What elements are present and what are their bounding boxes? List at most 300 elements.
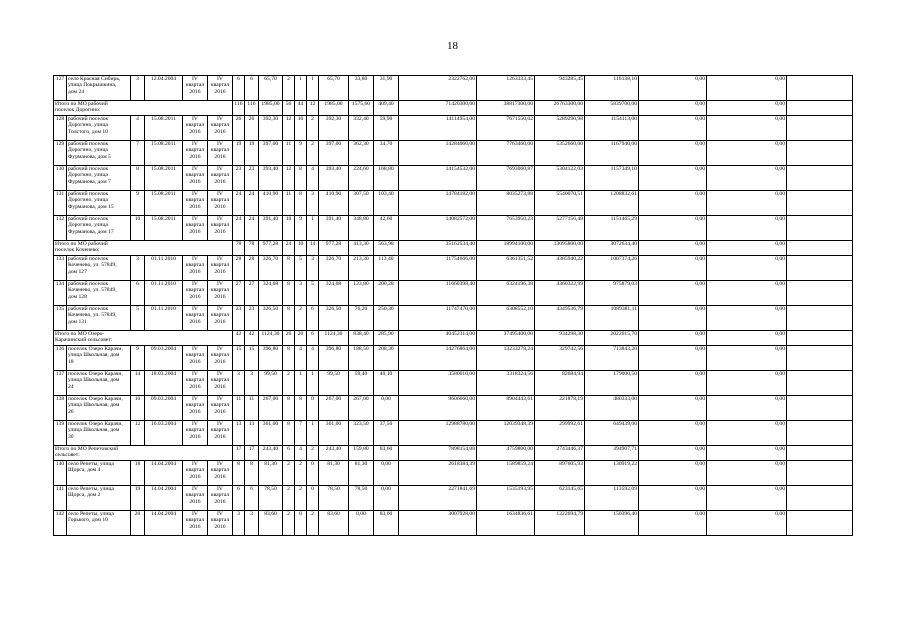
value-c9: 8 <box>283 256 295 281</box>
trailing-cell <box>787 216 853 241</box>
value-c20: 0,00 <box>707 396 787 421</box>
value-c15: 11747470,00 <box>399 306 477 331</box>
fact-quarter-line: 2016 <box>214 408 226 415</box>
fact-quarter-line: 2016 <box>214 88 226 95</box>
value-c8: 393,40 <box>259 166 283 191</box>
address-cell-line: дом 128 <box>68 293 87 300</box>
plan-quarter <box>183 461 208 486</box>
value-c8: 243,40 <box>259 446 283 461</box>
value-c8: 1985,00 <box>259 101 283 116</box>
value-c15: 3580010,00 <box>399 371 477 396</box>
value-c10: 10 <box>295 241 307 256</box>
value-c10: 44 <box>295 101 307 116</box>
value-c9: 6 <box>283 446 295 461</box>
value-c20: 0,00 <box>707 191 787 216</box>
value-c9: 10 <box>283 216 295 241</box>
value-c10: 8 <box>295 191 307 216</box>
value-c20: 0,00 <box>707 421 787 446</box>
address-cell-line: дом 131 <box>68 318 87 325</box>
plan-quarter-line: квартал <box>185 312 205 319</box>
address-cell <box>67 371 131 396</box>
value-c13: 323,50 <box>349 421 374 446</box>
value-c15: 2322762,00 <box>399 76 477 101</box>
value-c8: 99,50 <box>259 371 283 396</box>
value-c9: 8 <box>283 346 295 371</box>
value-c8: 396,80 <box>259 346 283 371</box>
address-cell <box>67 346 131 371</box>
value-c18: 975879,03 <box>585 281 639 306</box>
fact-quarter-line: квартал <box>210 172 230 179</box>
value-c7: 42 <box>245 331 259 346</box>
address-cell <box>67 396 131 421</box>
value-c20: 0,00 <box>707 76 787 101</box>
value-c13: 362,30 <box>349 141 374 166</box>
value-c11: 2 <box>307 141 319 166</box>
doc-number: 14 <box>131 371 145 396</box>
value-c9: 11 <box>283 141 295 166</box>
value-c19: 0,00 <box>639 511 707 536</box>
address-cell-line: Дорогино, улица <box>68 222 108 229</box>
value-c17: 943285,45 <box>535 76 585 101</box>
value-c19: 0,00 <box>639 216 707 241</box>
value-c9: 8 <box>283 281 295 306</box>
value-c13: 81,30 <box>349 461 374 486</box>
value-c7: 13 <box>245 421 259 446</box>
doc-number: 5 <box>131 306 145 331</box>
value-c9: 24 <box>283 241 295 256</box>
fact-quarter <box>208 141 233 166</box>
value-c11: 1 <box>307 421 319 446</box>
row-number: 130 <box>54 166 67 191</box>
value-c11: 0 <box>307 486 319 511</box>
value-c17: 4385940,22 <box>535 256 585 281</box>
plan-quarter-line: IV <box>192 461 198 467</box>
doc-number: 8 <box>131 166 145 191</box>
value-c9: 12 <box>283 116 295 141</box>
address-cell-line: Фурманова, дом 15 <box>68 203 114 210</box>
value-c11: 0 <box>307 396 319 421</box>
fact-quarter-line: 2016 <box>214 523 226 530</box>
table-row <box>54 166 853 191</box>
value-c17: 82684,94 <box>535 371 585 396</box>
value-c10: 2 <box>295 461 307 486</box>
address-cell-line: Дорогино, улица <box>68 172 108 179</box>
value-c6: 26 <box>233 116 245 141</box>
value-c6: 8 <box>233 461 245 486</box>
value-c13: 307,50 <box>349 191 374 216</box>
value-c7: 3 <box>245 371 259 396</box>
row-number: 142 <box>54 511 67 536</box>
table-row <box>54 511 853 536</box>
fact-quarter-line: квартал <box>210 312 230 319</box>
fact-quarter-line: IV <box>217 141 223 147</box>
plan-quarter-line: 2016 <box>189 153 201 160</box>
value-c15: 7898154,08 <box>399 446 477 461</box>
trailing-cell <box>787 306 853 331</box>
value-c6: 24 <box>233 216 245 241</box>
value-c6: 11 <box>233 396 245 421</box>
value-c13: 332,40 <box>349 116 374 141</box>
address-cell-line: Фурманова, дом 17 <box>68 228 114 235</box>
value-c16: 1535193,95 <box>477 486 535 511</box>
value-c16: 13233278,24 <box>477 346 535 371</box>
address-cell-line: Дорогино, улица <box>68 147 108 154</box>
address-cell-line: село Красная Сибирь, <box>68 76 121 82</box>
value-c17: 329742,56 <box>535 346 585 371</box>
doc-date: 14.04.2004 <box>145 461 183 486</box>
trailing-cell <box>787 191 853 216</box>
address-cell <box>67 486 131 511</box>
value-c13: 59,40 <box>349 371 374 396</box>
plan-quarter-line: IV <box>192 216 198 222</box>
value-c12: 326,70 <box>319 256 349 281</box>
value-c17: 5304122,03 <box>535 166 585 191</box>
value-c10: 3 <box>295 281 307 306</box>
value-c7: 19 <box>245 141 259 166</box>
value-c11: 2 <box>307 116 319 141</box>
value-c14: 409,40 <box>374 101 399 116</box>
row-number: 128 <box>54 116 67 141</box>
plan-quarter-line: квартал <box>185 197 205 204</box>
value-c8: 977,28 <box>259 241 283 256</box>
address-cell-line: рабочий поселок <box>68 216 109 222</box>
value-c14: 59,90 <box>374 116 399 141</box>
value-c19: 0,00 <box>639 306 707 331</box>
value-c9: 2 <box>283 511 295 536</box>
fact-quarter-line: IV <box>217 396 223 402</box>
fact-quarter-line: 2016 <box>214 433 226 440</box>
plan-quarter-line: IV <box>192 346 198 352</box>
subtotal-label-line: Итого по МО Озеро- <box>55 331 105 337</box>
value-c8: 78,50 <box>259 486 283 511</box>
row-number: 135 <box>54 306 67 331</box>
value-c19: 0,00 <box>639 241 707 256</box>
plan-quarter-line: квартал <box>185 147 205 154</box>
doc-number: 4 <box>131 116 145 141</box>
fact-quarter-line: IV <box>217 306 223 312</box>
subtotal-label-line: Итого по МО Репетовский <box>55 446 119 452</box>
value-c19: 0,00 <box>639 141 707 166</box>
value-c16: 4759800,00 <box>477 446 535 461</box>
fact-quarter-line: квартал <box>210 467 230 474</box>
address-cell-line: Фурманова, дом 7 <box>68 178 111 185</box>
value-c18: 5839700,00 <box>585 101 639 116</box>
fact-quarter <box>208 116 233 141</box>
value-c13: 413,30 <box>349 241 374 256</box>
value-c17: 299992,61 <box>535 421 585 446</box>
value-c18: 130919,22 <box>585 461 639 486</box>
value-c13: 33,80 <box>349 76 374 101</box>
doc-date: 09.03.2004 <box>145 396 183 421</box>
value-c10: 8 <box>295 396 307 421</box>
row-number: 129 <box>54 141 67 166</box>
address-cell-line: улица Школьная, дом <box>68 402 120 409</box>
trailing-cell <box>787 166 853 191</box>
value-c8: 65,70 <box>259 76 283 101</box>
address-cell <box>67 116 131 141</box>
value-c6: 24 <box>233 191 245 216</box>
plan-quarter-line: квартал <box>185 402 205 409</box>
value-c15: 14154532,00 <box>399 166 477 191</box>
value-c20: 0,00 <box>707 486 787 511</box>
table-body <box>54 76 853 536</box>
value-c12: 392,30 <box>319 116 349 141</box>
doc-number: 3 <box>131 256 145 281</box>
value-c16: 1263333,45 <box>477 76 535 101</box>
fact-quarter-line: 2016 <box>214 268 226 275</box>
value-c14: 0,00 <box>374 461 399 486</box>
plan-quarter-line: 2016 <box>189 228 201 235</box>
fact-quarter <box>208 216 233 241</box>
plan-quarter <box>183 281 208 306</box>
address-cell <box>67 216 131 241</box>
value-c19: 0,00 <box>639 486 707 511</box>
value-c10: 1 <box>295 76 307 101</box>
doc-date: 14.04.2004 <box>145 486 183 511</box>
value-c7: 6 <box>245 76 259 101</box>
value-c18: 179000,50 <box>585 371 639 396</box>
value-c10: 0 <box>295 511 307 536</box>
plan-quarter-line: 2016 <box>189 178 201 185</box>
fact-quarter-line: 2016 <box>214 498 226 505</box>
value-c15: 9606660,00 <box>399 396 477 421</box>
value-c10: 9 <box>295 141 307 166</box>
value-c10: 9 <box>295 216 307 241</box>
value-c6: 78 <box>233 241 245 256</box>
value-c17: 4360322,99 <box>535 281 585 306</box>
trailing-cell <box>787 511 853 536</box>
value-c15: 14082572,00 <box>399 216 477 241</box>
doc-number: 19 <box>131 486 145 511</box>
address-cell <box>67 511 131 536</box>
plan-quarter-line: квартал <box>185 517 205 524</box>
address-cell-line: село Репеты, улица <box>68 486 114 492</box>
fact-quarter-line: 2016 <box>214 293 226 300</box>
value-c19: 0,00 <box>639 76 707 101</box>
value-c19: 0,00 <box>639 396 707 421</box>
plan-quarter <box>183 116 208 141</box>
address-cell-line: Дорогино, улица <box>68 197 108 204</box>
doc-number: 7 <box>131 141 145 166</box>
value-c19: 0,00 <box>639 101 707 116</box>
address-cell-line: поселок Озеро Карачи, <box>68 421 123 427</box>
value-c15: 3007928,00 <box>399 511 477 536</box>
table-row <box>54 141 853 166</box>
doc-date: 15.08.2011 <box>145 216 183 241</box>
value-c6: 42 <box>233 331 245 346</box>
plan-quarter-line: IV <box>192 256 198 262</box>
fact-quarter-line: 2016 <box>214 473 226 480</box>
value-c20: 0,00 <box>707 281 787 306</box>
value-c8: 392,30 <box>259 116 283 141</box>
value-c15: 40452314,00 <box>399 331 477 346</box>
value-c17: 934298,30 <box>535 331 585 346</box>
value-c12: 99,50 <box>319 371 349 396</box>
address-cell <box>67 166 131 191</box>
row-number: 127 <box>54 76 67 101</box>
value-c12: 81,30 <box>319 461 349 486</box>
value-c14: 200,28 <box>374 281 399 306</box>
value-c7: 24 <box>245 191 259 216</box>
address-cell-line: Щорса, дом 4 <box>68 467 101 474</box>
value-c20: 0,00 <box>707 256 787 281</box>
value-c9: 8 <box>283 421 295 446</box>
value-c16: 8035273,88 <box>477 191 535 216</box>
value-c20: 0,00 <box>707 371 787 396</box>
value-c16: 7671550,02 <box>477 116 535 141</box>
value-c18: 713843,20 <box>585 346 639 371</box>
address-cell-line: дом 127 <box>68 268 87 275</box>
value-c6: 6 <box>233 486 245 511</box>
fact-quarter-line: квартал <box>210 82 230 89</box>
fact-quarter-line: 2016 <box>214 128 226 135</box>
value-c8: 410,90 <box>259 191 283 216</box>
table-row <box>54 371 853 396</box>
value-c9: 8 <box>283 396 295 421</box>
value-c11: 0 <box>307 461 319 486</box>
table-row <box>54 486 853 511</box>
fact-quarter <box>208 281 233 306</box>
value-c18: 1007374,26 <box>585 256 639 281</box>
doc-date: 15.08.2011 <box>145 166 183 191</box>
fact-quarter-line: 2016 <box>214 178 226 185</box>
address-cell-line: рабочий поселок <box>68 116 109 122</box>
row-number: 134 <box>54 281 67 306</box>
value-c14: 34,70 <box>374 141 399 166</box>
value-c12: 78,50 <box>319 486 349 511</box>
trailing-cell <box>787 346 853 371</box>
value-c6: 23 <box>233 306 245 331</box>
value-c17: 623145,65 <box>535 486 585 511</box>
row-number: 137 <box>54 371 67 396</box>
fact-quarter <box>208 306 233 331</box>
value-c14: 37,50 <box>374 421 399 446</box>
value-c20: 0,00 <box>707 461 787 486</box>
value-c14: 31,90 <box>374 76 399 101</box>
value-c7: 23 <box>245 166 259 191</box>
value-c9: 2 <box>283 371 295 396</box>
value-c13: 0,00 <box>349 511 374 536</box>
value-c18: 150396,40 <box>585 511 639 536</box>
table-row <box>54 281 853 306</box>
trailing-cell <box>787 331 853 346</box>
value-c9: 56 <box>283 101 295 116</box>
doc-date: 14.04.2004 <box>145 511 183 536</box>
value-c6: 23 <box>233 166 245 191</box>
plan-quarter-line: квартал <box>185 122 205 129</box>
value-c12: 397,00 <box>319 141 349 166</box>
value-c12: 361,00 <box>319 421 349 446</box>
address-cell-line: Коченево, ул. 57849, <box>68 312 117 319</box>
address-cell-line: 30 <box>68 433 74 440</box>
value-c9: 2 <box>283 76 295 101</box>
address-cell-line: рабочий поселок <box>68 306 109 312</box>
value-c12: 267,00 <box>319 396 349 421</box>
doc-number: 9 <box>131 346 145 371</box>
fact-quarter-line: 2016 <box>214 203 226 210</box>
plan-quarter-line: 2016 <box>189 408 201 415</box>
value-c10: 20 <box>295 331 307 346</box>
value-c14: 103,40 <box>374 191 399 216</box>
value-c10: 4 <box>295 446 307 461</box>
doc-number: 20 <box>131 511 145 536</box>
row-number: 132 <box>54 216 67 241</box>
value-c19: 0,00 <box>639 191 707 216</box>
value-c10: 5 <box>295 256 307 281</box>
value-c20: 0,00 <box>707 141 787 166</box>
value-c11: 5 <box>307 281 319 306</box>
value-c11: 2 <box>307 511 319 536</box>
plan-quarter-line: 2016 <box>189 268 201 275</box>
value-c12: 1985,00 <box>319 101 349 116</box>
value-c9: 11 <box>283 191 295 216</box>
plan-quarter-line: квартал <box>185 262 205 269</box>
address-cell <box>67 281 131 306</box>
subtotal-row <box>54 101 853 116</box>
value-c11: 4 <box>307 166 319 191</box>
address-cell-line: 24 <box>68 383 74 390</box>
plan-quarter <box>183 141 208 166</box>
value-c12: 393,40 <box>319 166 349 191</box>
plan-quarter <box>183 256 208 281</box>
value-c10: 2 <box>295 486 307 511</box>
subtotal-row <box>54 241 853 256</box>
value-c13: 224,60 <box>349 166 374 191</box>
doc-date: 16.03.2004 <box>145 421 183 446</box>
value-c20: 0,00 <box>707 446 787 461</box>
value-c10: 8 <box>295 166 307 191</box>
value-c19: 0,00 <box>639 371 707 396</box>
doc-date: 15.08.2011 <box>145 116 183 141</box>
address-cell-line: Коченево, ул. 57849, <box>68 287 117 294</box>
value-c16: 37495400,00 <box>477 331 535 346</box>
plan-quarter-line: 2016 <box>189 293 201 300</box>
value-c16: 1634836,61 <box>477 511 535 536</box>
address-cell <box>67 461 131 486</box>
value-c10: 2 <box>295 306 307 331</box>
fact-quarter-line: 2016 <box>214 383 226 390</box>
value-c19: 0,00 <box>639 116 707 141</box>
value-c6: 19 <box>233 141 245 166</box>
address-cell-line: улица Школьная, дом <box>68 352 120 359</box>
table-row <box>54 306 853 331</box>
value-c18: 1157349,10 <box>585 166 639 191</box>
value-c14: 0,00 <box>374 396 399 421</box>
value-c6: 116 <box>233 101 245 116</box>
value-c18: 2022615,70 <box>585 331 639 346</box>
value-c7: 24 <box>245 216 259 241</box>
plan-quarter-line: IV <box>192 281 198 287</box>
value-c12: 1124,30 <box>319 331 349 346</box>
address-cell-line: поселок Озеро Карачи, <box>68 396 123 402</box>
trailing-cell <box>787 281 853 306</box>
subtotal-row <box>54 331 853 346</box>
plan-quarter-line: IV <box>192 486 198 492</box>
address-cell-line: улица Школьная, дом <box>68 427 120 434</box>
trailing-cell <box>787 421 853 446</box>
plan-quarter <box>183 396 208 421</box>
plan-quarter-line: 2016 <box>189 318 201 325</box>
trailing-cell <box>787 241 853 256</box>
trailing-cell <box>787 76 853 101</box>
trailing-cell <box>787 371 853 396</box>
value-c18: 116138,10 <box>585 76 639 101</box>
address-cell-line: 26 <box>68 408 74 415</box>
fact-quarter <box>208 396 233 421</box>
value-c11: 1 <box>307 371 319 396</box>
value-c10: 4 <box>295 346 307 371</box>
value-c17: 4349536,79 <box>535 306 585 331</box>
